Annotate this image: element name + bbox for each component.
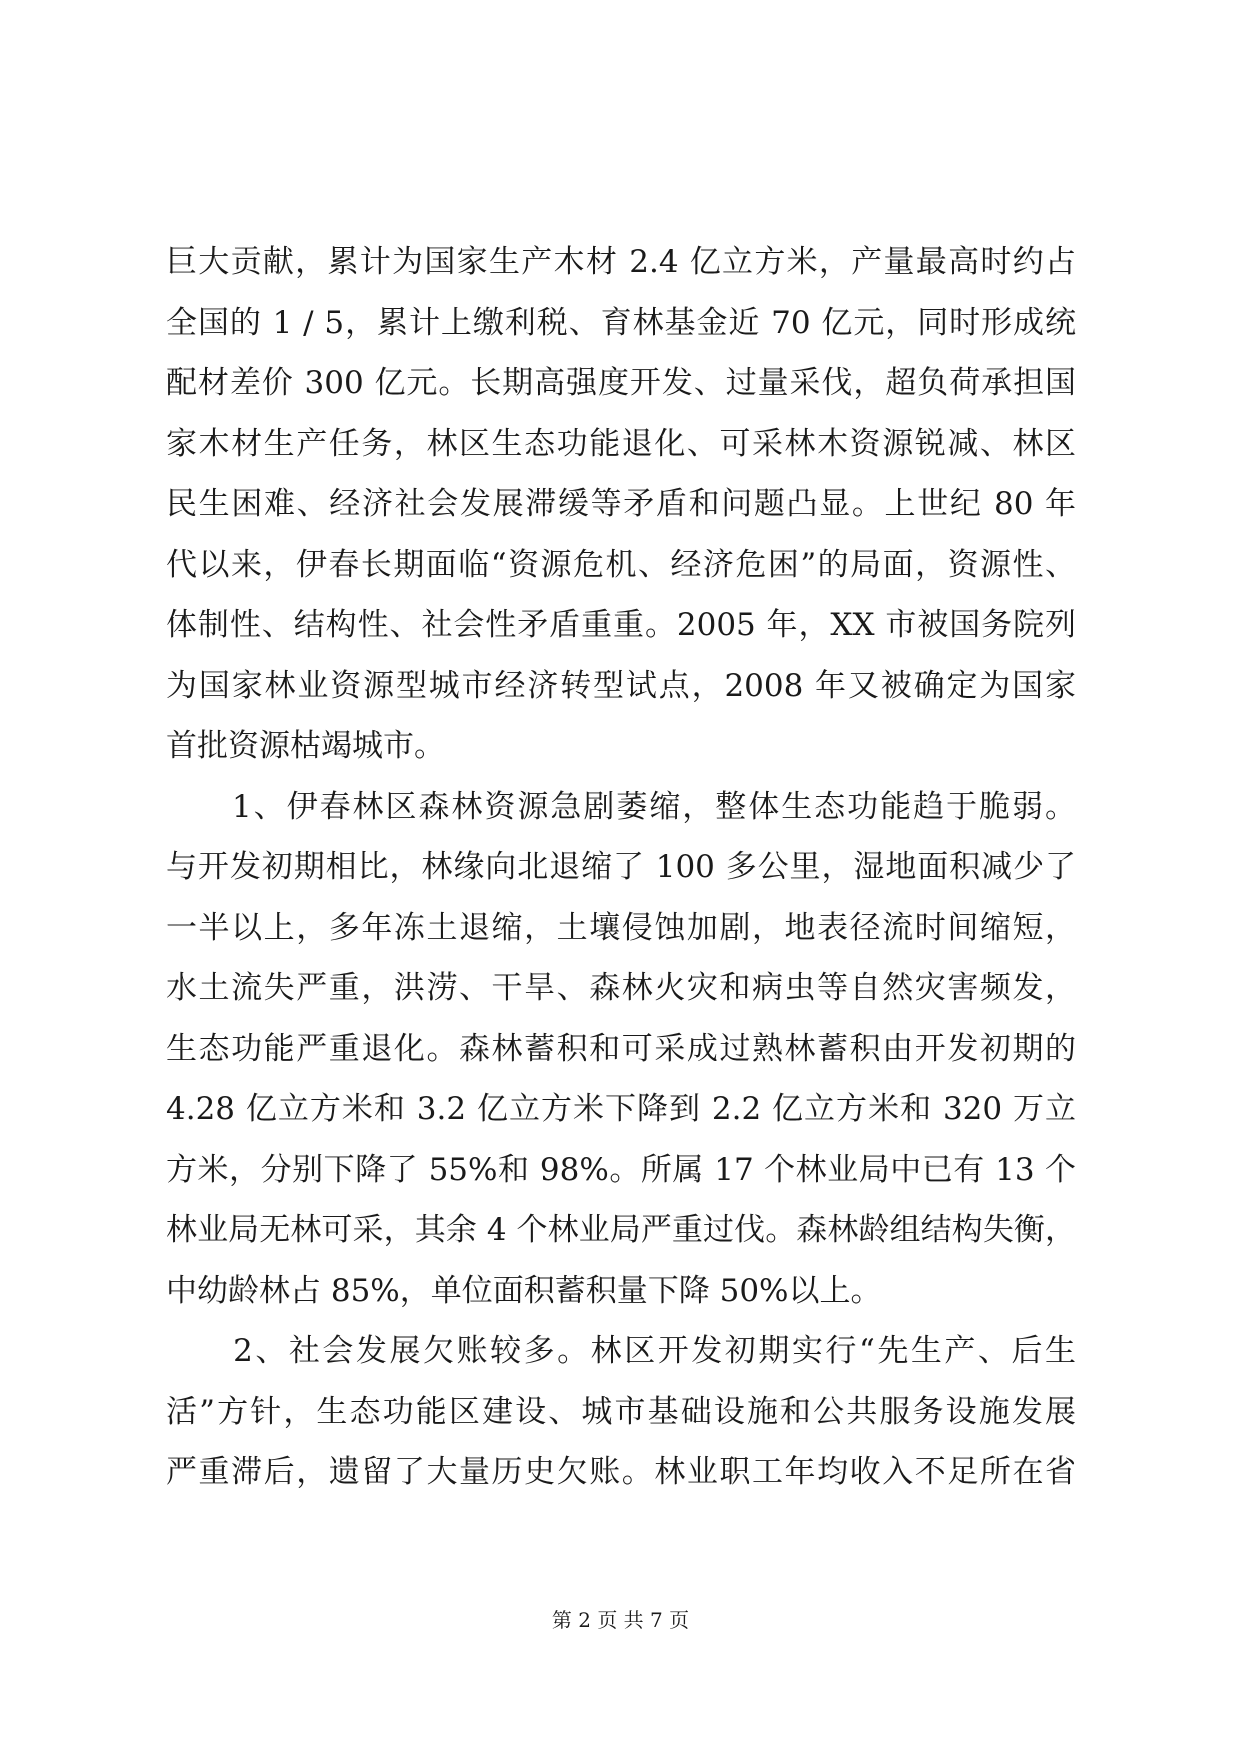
text-line: 巨大贡献，累计为国家生产木材 2.4 亿立方米，产量最高时约占 — [166, 244, 1076, 280]
text-line: 一半以上，多年冻土退缩，土壤侵蚀加剧，地表径流时间缩短， — [166, 909, 1076, 946]
body-text — [166, 232, 1076, 1503]
text-line: 全国的 1 / 5，累计上缴利税、育林基金近 70 亿元，同时形成统 — [166, 304, 1076, 341]
text-line: 与开发初期相比，林缘向北退缩了 100 多公里，湿地面积减少了 — [166, 849, 1076, 885]
text-line: 民生困难、经济社会发展滞缓等矛盾和问题凸显。上世纪 80 年 — [166, 486, 1076, 522]
text-line: 2、社会发展欠账较多。林区开发初期实行“先生产、后生 — [166, 1333, 1076, 1369]
text-line: 配材差价 300 亿元。长期高强度开发、过量采伐，超负荷承担国 — [166, 365, 1076, 401]
text-line: 水土流失严重，洪涝、干旱、森林火灾和病虫等自然灾害频发， — [166, 970, 1076, 1006]
text-line: 中幼龄林占 85%，单位面积蓄积量下降 50%以上。 — [166, 1272, 882, 1309]
text-line: 为国家林业资源型城市经济转型试点，2008 年又被确定为国家 — [166, 667, 1076, 704]
text-line: 1、伊春林区森林资源急剧萎缩，整体生态功能趋于脆弱。 — [166, 788, 1076, 825]
text-line: 代以来，伊春长期面临“资源危机、经济危困”的局面，资源性、 — [166, 546, 1076, 583]
text-line: 体制性、结构性、社会性矛盾重重。2005 年，XX 市被国务院列 — [166, 607, 1076, 643]
text-line: 活”方针，生态功能区建设、城市基础设施和公共服务设施发展 — [166, 1393, 1076, 1430]
text-line: 首批资源枯竭城市。 — [166, 728, 445, 764]
text-line: 严重滞后，遗留了大量历史欠账。林业职工年均收入不足所在省 — [166, 1454, 1076, 1490]
page-footer: 第 2 页 共 7 页 — [551, 1608, 690, 1632]
text-line: 家木材生产任务，林区生态功能退化、可采林木资源锐减、林区 — [166, 425, 1076, 462]
text-line: 方米，分别下降了 55%和 98%。所属 17 个林业局中已有 13 个 — [166, 1151, 1076, 1188]
text-line: 生态功能严重退化。森林蓄积和可采成过熟林蓄积由开发初期的 — [166, 1030, 1076, 1067]
text-line: 林业局无林可采，其余 4 个林业局严重过伐。森林龄组结构失衡， — [166, 1212, 1076, 1248]
text-line: 4.28 亿立方米和 3.2 亿立方米下降到 2.2 亿立方米和 320 万立 — [166, 1091, 1076, 1127]
